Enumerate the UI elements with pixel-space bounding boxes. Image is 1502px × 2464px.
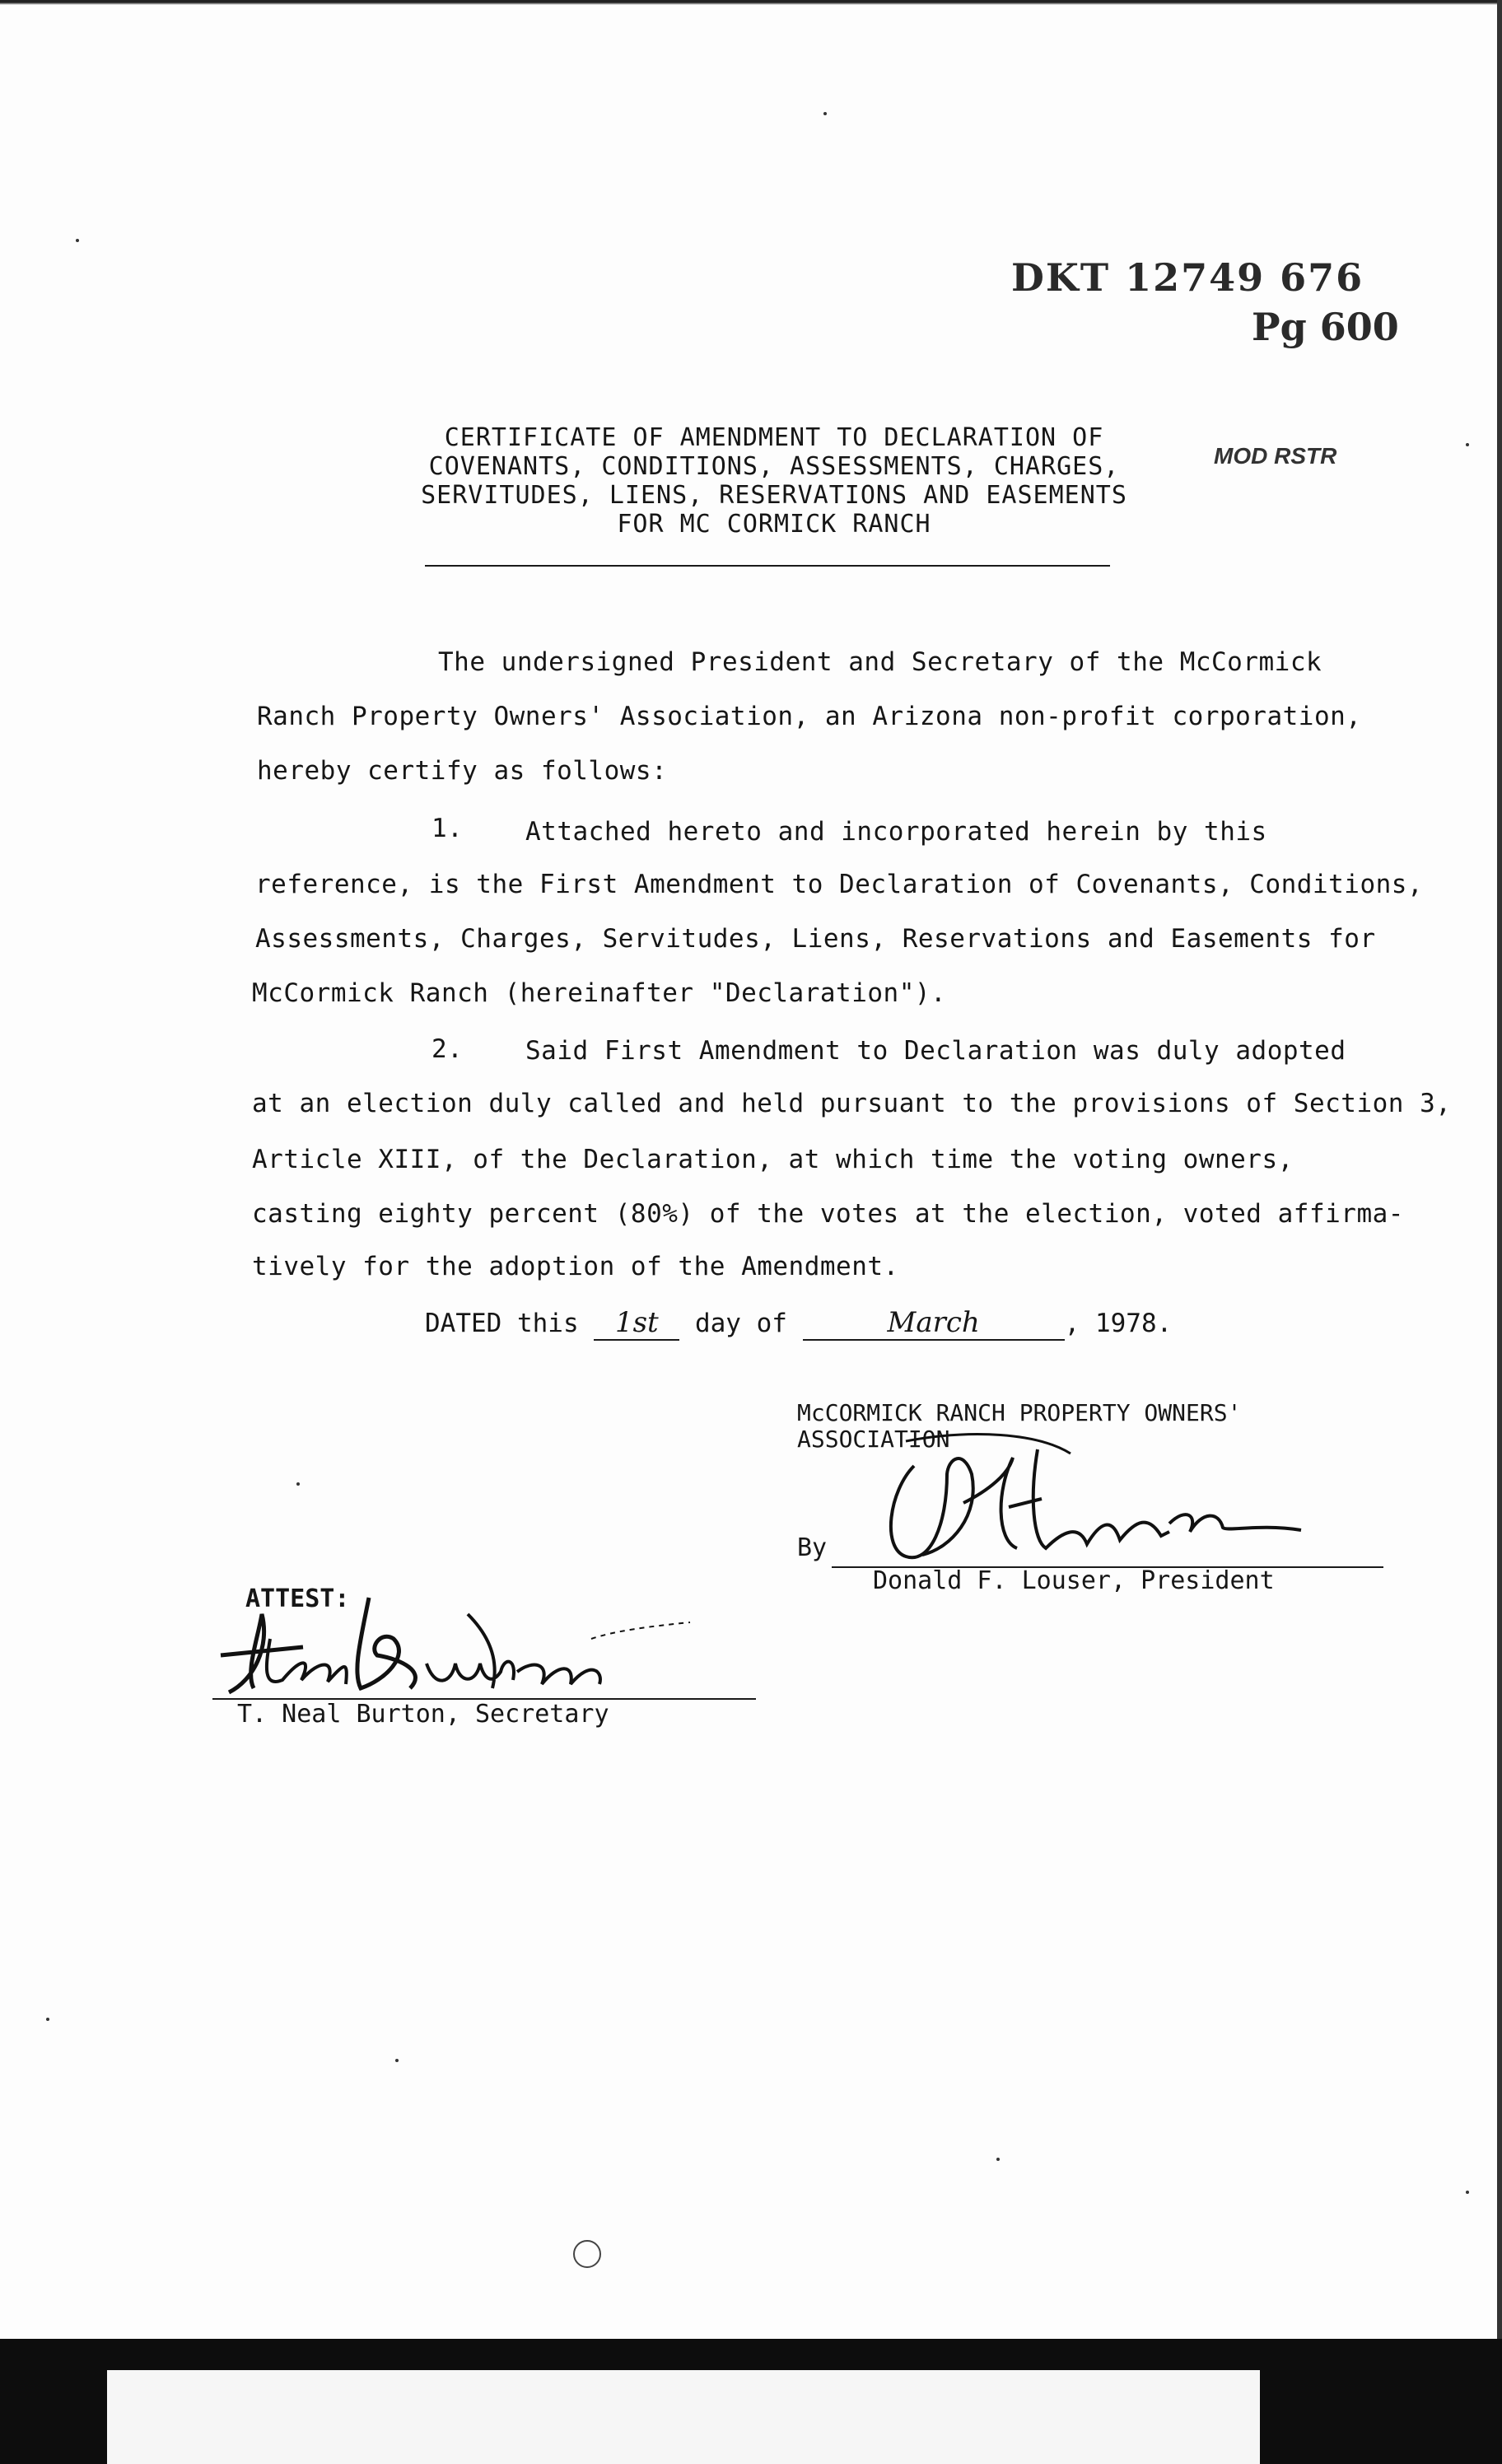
scan-speck: [996, 2158, 1000, 2161]
scan-speck: [1466, 443, 1469, 446]
recording-mark: MOD RSTR: [1214, 443, 1337, 469]
scan-speck: [823, 112, 827, 115]
dated-mid: day of: [694, 1309, 787, 1338]
dated-line: [425, 1306, 1172, 1341]
item-2-line: Article XIII, of the Declaration, at which time the voting owners,: [252, 1145, 1294, 1174]
recording-number: DKT 12749 676: [1011, 255, 1364, 300]
scan-edge-right: [1497, 0, 1502, 2464]
intro-line: hereby certify as follows:: [257, 756, 668, 786]
document-title: [395, 423, 1153, 539]
association-line: McCORMICK RANCH PROPERTY OWNERS': [797, 1399, 1242, 1426]
item-2-line: at an election duly called and held pursuant to the provisions of Section 3,: [252, 1089, 1452, 1118]
title-underline: [425, 565, 1110, 567]
item-1-line: McCormick Ranch (hereinafter "Declaration").: [252, 978, 947, 1008]
dated-prefix: DATED this: [425, 1309, 579, 1338]
title-line: COVENANTS, CONDITIONS, ASSESSMENTS, CHARGES,: [428, 452, 1120, 481]
item-1-line: Assessments, Charges, Servitudes, Liens, Reservations and Easements for: [255, 924, 1376, 954]
secretary-name: T. Neal Burton, Secretary: [237, 1700, 609, 1729]
day-value: 1st: [614, 1306, 659, 1339]
scan-speck: [76, 239, 79, 242]
president-signature: [873, 1425, 1318, 1573]
association-line: ASSOCIATION: [797, 1426, 950, 1453]
scan-speck: [1466, 2191, 1469, 2194]
day-field: [594, 1306, 679, 1341]
scan-speck: [296, 1482, 300, 1486]
seal-mark: [573, 2240, 601, 2268]
recording-page: Pg 600: [1252, 305, 1399, 349]
item-2-line: casting eighty percent (80%) of the votes at the election, voted affirma-: [252, 1199, 1404, 1229]
secretary-signature: [204, 1581, 698, 1713]
item-1-line: Attached hereto and incorporated herein by this: [525, 817, 1267, 847]
president-name: Donald F. Louser, President: [873, 1566, 1275, 1595]
intro-line: The undersigned President and Secretary of the McCormick: [438, 647, 1322, 677]
item-2-line: Said First Amendment to Declaration was duly adopted: [525, 1036, 1346, 1066]
scan-edge-bottom-paper: [107, 2370, 1260, 2464]
month-value: March: [887, 1306, 980, 1339]
intro-line: Ranch Property Owners' Association, an Arizona non-profit corporation,: [257, 702, 1362, 731]
dated-suffix: , 1978.: [1064, 1309, 1173, 1338]
item-1-number: 1.: [431, 814, 464, 843]
scan-speck: [46, 2018, 49, 2021]
item-1-line: reference, is the First Amendment to Declaration of Covenants, Conditions,: [255, 870, 1424, 899]
scan-speck: [395, 2059, 399, 2062]
title-line: CERTIFICATE OF AMENDMENT TO DECLARATION OF: [444, 423, 1104, 452]
by-label: By: [797, 1533, 828, 1562]
month-field: [803, 1306, 1065, 1341]
title-line: SERVITUDES, LIENS, RESERVATIONS AND EASEMENTS: [421, 481, 1127, 510]
attest-label: ATTEST:: [245, 1584, 350, 1613]
item-2-line: tively for the adoption of the Amendment.: [252, 1252, 899, 1281]
item-2-number: 2.: [431, 1034, 464, 1064]
title-line: FOR MC CORMICK RANCH: [617, 510, 931, 539]
scan-edge-top: [0, 0, 1502, 5]
